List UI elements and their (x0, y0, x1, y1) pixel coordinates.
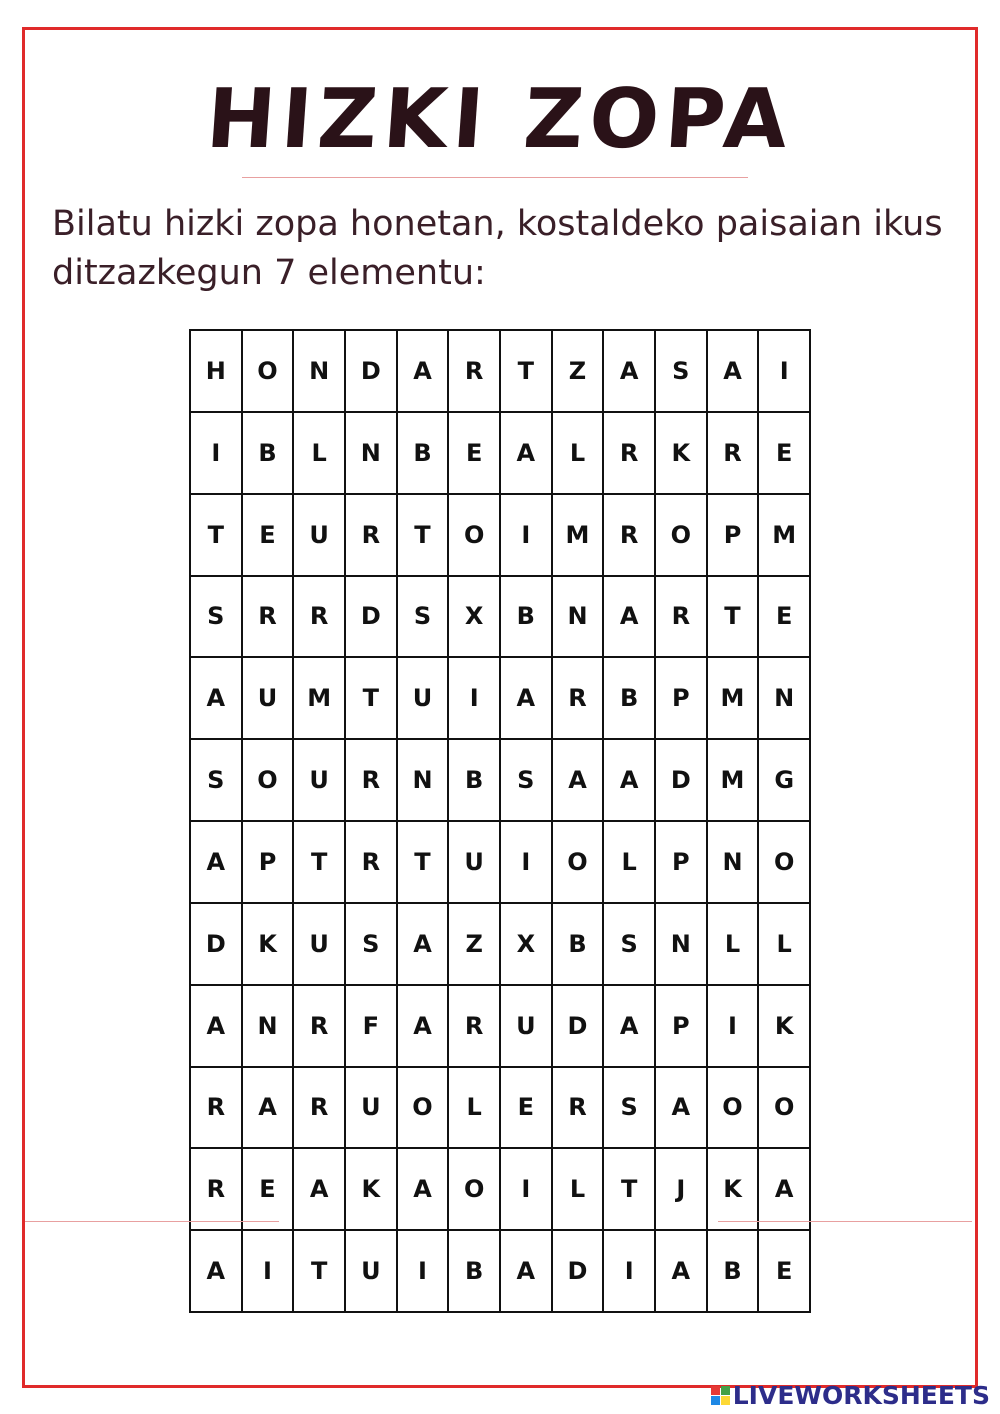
grid-cell[interactable]: T (191, 495, 243, 577)
grid-cell[interactable]: A (604, 577, 656, 659)
grid-cell[interactable]: S (346, 904, 398, 986)
grid-cell[interactable]: J (656, 1149, 708, 1231)
grid-cell[interactable]: S (191, 577, 243, 659)
instructions-text: Bilatu hizki zopa honetan, kostaldeko paisaian ikus ditzazkegun 7 elementu: (52, 204, 943, 293)
grid-cell[interactable]: H (191, 331, 243, 413)
word-search-grid (189, 329, 811, 1313)
grid-cell[interactable]: M (759, 495, 811, 577)
grid-cell[interactable]: B (449, 740, 501, 822)
grid-cell[interactable]: A (294, 1149, 346, 1231)
grid-cell[interactable]: B (708, 1231, 760, 1313)
grid-cell[interactable]: D (553, 986, 605, 1068)
grid-cell[interactable]: D (346, 331, 398, 413)
grid-cell[interactable]: R (294, 577, 346, 659)
grid-cell[interactable]: R (346, 495, 398, 577)
grid-cell[interactable]: L (553, 413, 605, 495)
grid-cell[interactable]: E (243, 1149, 295, 1231)
grid-cell[interactable]: R (346, 822, 398, 904)
grid-cell[interactable]: S (398, 577, 450, 659)
grid-cell[interactable]: N (294, 331, 346, 413)
grid-cell[interactable]: R (604, 495, 656, 577)
grid-cell[interactable]: I (501, 822, 553, 904)
grid-cell[interactable]: O (759, 822, 811, 904)
grid-cell[interactable]: U (346, 1068, 398, 1150)
right-divider (718, 1221, 972, 1222)
grid-cell[interactable]: T (398, 495, 450, 577)
grid-cell[interactable]: I (191, 413, 243, 495)
grid-cell[interactable]: U (398, 658, 450, 740)
grid-cell[interactable]: D (191, 904, 243, 986)
grid-cell[interactable]: L (553, 1149, 605, 1231)
grid-cell[interactable]: T (346, 658, 398, 740)
grid-cell[interactable]: G (759, 740, 811, 822)
left-divider (25, 1221, 279, 1222)
grid-cell[interactable]: U (501, 986, 553, 1068)
grid-cell[interactable]: R (294, 1068, 346, 1150)
grid-cell[interactable]: K (656, 413, 708, 495)
logo-square (721, 1396, 730, 1405)
grid-cell[interactable]: A (604, 986, 656, 1068)
grid-cell[interactable]: E (243, 495, 295, 577)
grid-cell[interactable]: I (398, 1231, 450, 1313)
grid-cell[interactable]: E (501, 1068, 553, 1150)
grid-cell[interactable]: R (553, 1068, 605, 1150)
grid-cell[interactable]: K (759, 986, 811, 1068)
grid-cell[interactable]: U (294, 495, 346, 577)
grid-cell[interactable]: X (449, 577, 501, 659)
grid-cell[interactable]: A (191, 822, 243, 904)
grid-cell[interactable]: O (243, 331, 295, 413)
grid-cell[interactable]: U (294, 904, 346, 986)
grid-cell[interactable]: A (604, 740, 656, 822)
grid-cell[interactable]: B (553, 904, 605, 986)
grid-cell[interactable]: R (708, 413, 760, 495)
grid-cell[interactable]: I (501, 495, 553, 577)
watermark-text: LIVEWORKSHEETS (732, 1381, 990, 1410)
grid-cell[interactable]: U (346, 1231, 398, 1313)
grid-cell[interactable]: A (243, 1068, 295, 1150)
liveworksheets-logo-icon (711, 1386, 730, 1405)
grid-cell[interactable]: E (759, 1231, 811, 1313)
grid-cell[interactable]: O (553, 822, 605, 904)
grid-cell[interactable]: D (346, 577, 398, 659)
grid-cell[interactable]: B (604, 658, 656, 740)
grid-cell[interactable]: L (708, 904, 760, 986)
grid-cell[interactable]: R (191, 1068, 243, 1150)
grid-cell[interactable]: O (708, 1068, 760, 1150)
grid-cell[interactable]: L (604, 822, 656, 904)
grid-cell[interactable]: R (449, 331, 501, 413)
grid-cell[interactable]: L (294, 413, 346, 495)
grid-cell[interactable]: S (501, 740, 553, 822)
grid-cell[interactable]: S (656, 331, 708, 413)
grid-cell[interactable]: B (398, 413, 450, 495)
grid-cell[interactable]: S (604, 1068, 656, 1150)
grid-cell[interactable]: A (656, 1068, 708, 1150)
grid-cell[interactable]: N (553, 577, 605, 659)
grid-cell[interactable]: O (243, 740, 295, 822)
grid-cell[interactable]: R (656, 577, 708, 659)
grid-cell[interactable]: M (708, 740, 760, 822)
page-title: HIZKI ZOPA (203, 72, 797, 167)
grid-cell[interactable]: M (708, 658, 760, 740)
grid-cell[interactable]: R (604, 413, 656, 495)
grid-cell[interactable]: S (604, 904, 656, 986)
grid-cell[interactable]: L (759, 904, 811, 986)
grid-cell[interactable]: R (243, 577, 295, 659)
grid-cell[interactable]: R (294, 986, 346, 1068)
grid-cell[interactable]: P (656, 986, 708, 1068)
grid-cell[interactable]: P (243, 822, 295, 904)
grid-cell[interactable]: I (449, 658, 501, 740)
grid-cell[interactable]: E (449, 413, 501, 495)
grid-cell[interactable]: I (708, 986, 760, 1068)
grid-cell[interactable]: T (501, 331, 553, 413)
grid-cell[interactable]: I (501, 1149, 553, 1231)
grid-cell[interactable]: B (449, 1231, 501, 1313)
grid-cell[interactable]: B (243, 413, 295, 495)
grid-cell[interactable]: N (708, 822, 760, 904)
grid-cell[interactable]: A (398, 1149, 450, 1231)
grid-cell[interactable]: O (398, 1068, 450, 1150)
grid-cell[interactable]: A (656, 1231, 708, 1313)
grid-cell[interactable]: R (553, 658, 605, 740)
grid-cell[interactable]: X (501, 904, 553, 986)
grid-cell[interactable]: R (449, 986, 501, 1068)
grid-cell[interactable]: U (449, 822, 501, 904)
grid-cell[interactable]: D (656, 740, 708, 822)
grid-cell[interactable]: T (604, 1149, 656, 1231)
grid-cell[interactable]: A (501, 658, 553, 740)
grid-cell[interactable]: T (398, 822, 450, 904)
grid-cell[interactable]: A (759, 1149, 811, 1231)
grid-cell[interactable]: R (191, 1149, 243, 1231)
grid-cell[interactable]: M (553, 495, 605, 577)
grid-cell[interactable]: N (346, 413, 398, 495)
grid-cell[interactable]: A (501, 1231, 553, 1313)
grid-cell[interactable]: B (501, 577, 553, 659)
grid-cell[interactable]: E (759, 413, 811, 495)
grid-cell[interactable]: A (191, 658, 243, 740)
grid-cell[interactable]: I (604, 1231, 656, 1313)
grid-cell[interactable]: F (346, 986, 398, 1068)
grid-cell[interactable]: S (191, 740, 243, 822)
grid-cell[interactable]: K (346, 1149, 398, 1231)
grid-cell[interactable]: O (449, 495, 501, 577)
grid-cell[interactable]: D (553, 1231, 605, 1313)
logo-square (711, 1396, 720, 1405)
grid-cell[interactable]: U (243, 658, 295, 740)
grid-cell[interactable]: A (398, 986, 450, 1068)
grid-cell[interactable]: O (656, 495, 708, 577)
logo-square (721, 1386, 730, 1395)
grid-cell[interactable]: A (398, 331, 450, 413)
grid-cell[interactable]: A (191, 986, 243, 1068)
grid-cell[interactable]: I (759, 331, 811, 413)
grid-cell[interactable]: N (243, 986, 295, 1068)
grid-cell[interactable]: K (708, 1149, 760, 1231)
grid-cell[interactable]: O (759, 1068, 811, 1150)
grid-cell[interactable]: A (604, 331, 656, 413)
grid-cell[interactable]: P (656, 822, 708, 904)
grid-cell[interactable]: Z (553, 331, 605, 413)
grid-cell[interactable]: T (708, 577, 760, 659)
grid-cell[interactable]: L (449, 1068, 501, 1150)
liveworksheets-watermark (711, 1381, 990, 1410)
grid-cell[interactable]: U (294, 740, 346, 822)
title-divider (242, 177, 748, 178)
grid-cell[interactable]: N (656, 904, 708, 986)
grid-cell[interactable]: A (398, 904, 450, 986)
grid-cell[interactable]: P (708, 495, 760, 577)
grid-cell[interactable]: A (191, 1231, 243, 1313)
grid-cell[interactable]: Z (449, 904, 501, 986)
grid-cell[interactable]: T (294, 1231, 346, 1313)
grid-cell[interactable]: A (708, 331, 760, 413)
grid-cell[interactable]: K (243, 904, 295, 986)
grid-cell[interactable]: E (759, 577, 811, 659)
logo-square (711, 1386, 720, 1395)
grid-cell[interactable]: M (294, 658, 346, 740)
grid-cell[interactable]: T (294, 822, 346, 904)
grid-cell[interactable]: N (759, 658, 811, 740)
grid-cell[interactable]: I (243, 1231, 295, 1313)
grid-cell[interactable]: O (449, 1149, 501, 1231)
grid-cell[interactable]: N (398, 740, 450, 822)
grid-cell[interactable]: R (346, 740, 398, 822)
grid-cell[interactable]: A (553, 740, 605, 822)
grid-cell[interactable]: A (501, 413, 553, 495)
grid-cell[interactable]: P (656, 658, 708, 740)
